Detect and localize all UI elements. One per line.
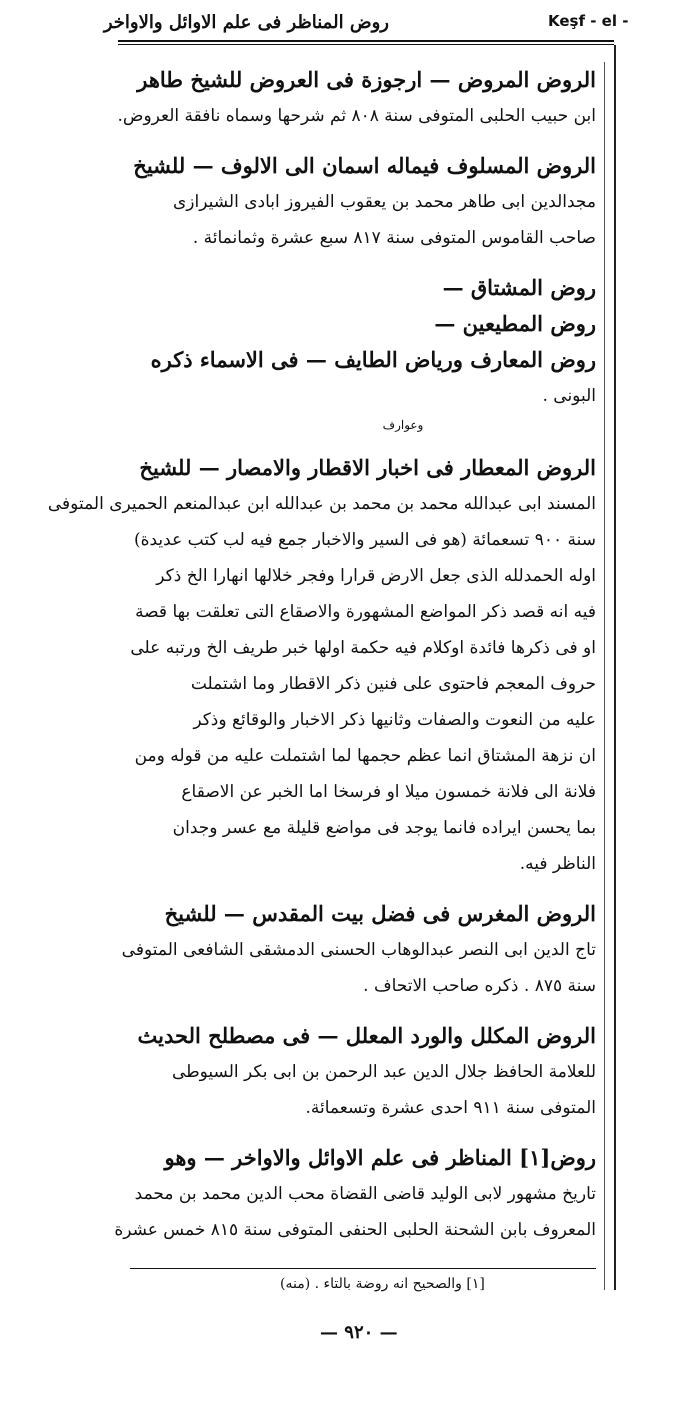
marginal-note: وعوارف <box>382 418 424 432</box>
entry-gap <box>130 1004 596 1018</box>
entry-text-line: بما يحسن ايراده فانما يوجد فى مواضع قليلة مع عسر وجدان <box>172 818 596 838</box>
entry-text-line: المسند ابى عبدالله محمد بن محمد بن عبدالله ابن عبدالمنعم الحميرى المتوفى <box>47 494 596 514</box>
entry-heading: روض المشتاق — <box>442 275 596 300</box>
entry-text-line: ابن حبيب الحلبى المتوفى سنة ٨٠٨ ثم شرحها وسماه نافقة العروض. <box>117 106 596 126</box>
entry-gap <box>130 256 596 270</box>
footnote: [١] والصحيح انه روضة بالتاء . (منه) <box>280 1276 485 1292</box>
page-number: — ٩٢٠ — <box>320 1322 398 1343</box>
entry-gap <box>130 436 596 450</box>
entry-text-line: تاريخ مشهور لابى الوليد قاضى القضاة محب الدين محمد بن محمد <box>134 1184 596 1204</box>
column-rule-inner <box>604 62 605 1290</box>
entry-heading: الروض المسلوف فيماله اسمان الى الالوف — للشيخ <box>133 153 596 178</box>
entry-text-line: الناظر فيه. <box>519 854 596 874</box>
entry-text-line: للعلامة الحافظ جلال الدين عبد الرحمن بن ابى بكر السيوطى <box>171 1062 596 1082</box>
entry-heading: الروض المكلل والورد المعلل — فى مصطلح الحديث <box>137 1023 596 1048</box>
main-text <box>47 62 596 1248</box>
entry-text-line: صاحب القاموس المتوفى سنة ٨١٧ سبع عشرة وثمانمائة . <box>192 228 596 248</box>
running-title: روض المناظر فى علم الاوائل والاواخر <box>103 12 389 33</box>
footnote-rule <box>130 1268 596 1269</box>
side-label: Keşf - el - <box>548 12 629 30</box>
header-rule-thin <box>118 44 614 45</box>
entry-text-line: فيه انه قصد ذكر المواضع المشهورة والاصقاع التى تعلقت بها قصة <box>135 602 596 622</box>
entry-text-line: فلانة الى فلانة خمسون ميلا او فرسخا اما الخبر عن الاصقاع <box>181 782 596 802</box>
entry-heading: روض المعارف ورياض الطايف — فى الاسماء ذكره <box>150 347 596 372</box>
entry-gap <box>130 882 596 896</box>
entry-heading: روض المطيعين — <box>434 311 596 336</box>
entry-text-line: اوله الحمدلله الذى جعل الارض قرارا وفجر خلالها انهارا الخ ذكر <box>156 566 596 586</box>
entry-heading: روض[١] المناظر فى علم الاوائل والاواخر — وهو <box>164 1145 596 1170</box>
entry-text-line: المعروف بابن الشحنة الحلبى الحنفى المتوفى سنة ٨١٥ خمس عشرة <box>114 1220 596 1240</box>
header-rule <box>118 40 614 42</box>
entry-heading: الروض المغرس فى فضل بيت المقدس — للشيخ <box>164 901 596 926</box>
entry-gap <box>130 1126 596 1140</box>
entry-text-line: المتوفى سنة ٩١١ احدى عشرة وتسعمائة. <box>305 1098 596 1118</box>
entry-text-line: سنة ٩٠٠ تسعمائة (هو فى السير والاخبار جمع فيه لب كتب عديدة) <box>133 530 596 550</box>
entry-text-line: عليه من النعوت والصفات وثانيها ذكر الاخبار والوقائع وذكر <box>193 710 596 730</box>
entry-text-line: حروف المعجم فاحتوى على فنين ذكر الاقطار وما اشتملت <box>190 674 596 694</box>
entry-gap <box>130 134 596 148</box>
entry-text-line: مجدالدين ابى طاهر محمد بن يعقوب الفيروز ابادى الشيرازى <box>173 192 596 212</box>
page-header <box>103 10 629 40</box>
entry-heading: الروض المروض — ارجوزة فى العروض للشيخ طاهر <box>137 67 596 92</box>
entry-heading: الروض المعطار فى اخبار الاقطار والامصار — للشيخ <box>139 455 596 480</box>
entry-text-line: او فى ذكرها فائدة اوكلام فيه حكمة اولها خبر طريف الخ ورتبه على <box>130 638 596 658</box>
entry-text-line: ان نزهة المشتاق انما عظم حجمها لما اشتملت عليه من قوله ومن <box>134 746 596 766</box>
entry-text-line: تاج الدين ابى النصر عبدالوهاب الحسنى الدمشقى الشافعى المتوفى <box>121 940 596 960</box>
column-rule <box>614 45 616 1290</box>
entry-text-line: البونى . <box>542 386 596 406</box>
entry-text-line: سنة ٨٧٥ . ذكره صاحب الاتحاف . <box>363 976 596 996</box>
